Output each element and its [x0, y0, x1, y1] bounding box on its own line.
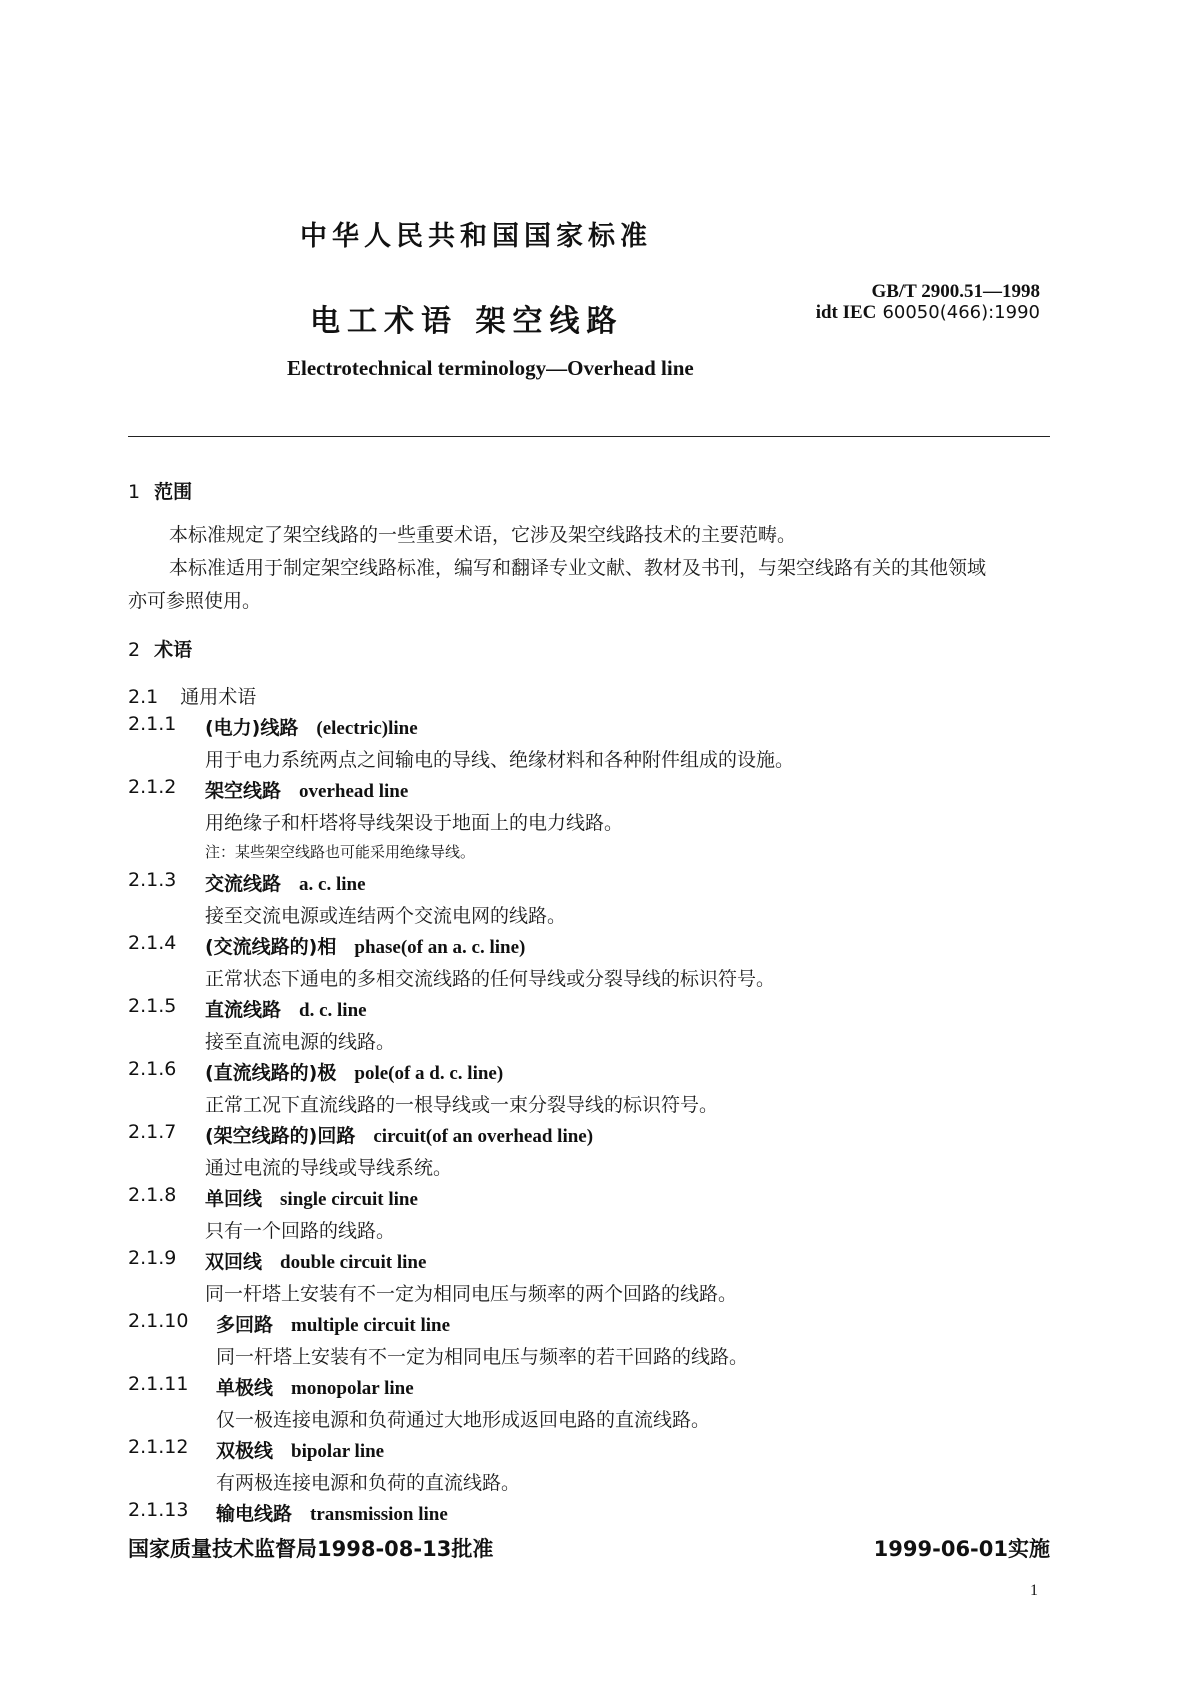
section-2-number: 2 [128, 639, 141, 661]
term-english: monopolar line [291, 1378, 414, 1399]
term-heading [128, 1247, 176, 1269]
equivalence-prefix: idt IEC [815, 302, 877, 323]
term-definition: 用于电力系统两点之间输电的导线、绝缘材料和各种附件组成的设施。 [205, 749, 795, 771]
term-english: double circuit line [280, 1252, 427, 1273]
section-1-number: 1 [128, 481, 141, 503]
term-chinese: 直流线路 [205, 999, 282, 1021]
term-name [216, 1373, 414, 1400]
approval-line: 国家质量技术监督局1998-08-13批准 [128, 1537, 494, 1561]
term-chinese: 输电线路 [216, 1503, 293, 1525]
term-heading [128, 1184, 176, 1206]
term-definition: 同一杆塔上安装有不一定为相同电压与频率的两个回路的线路。 [205, 1283, 738, 1305]
term-number: 2.1.10 [128, 1310, 189, 1332]
term-number: 2.1.6 [128, 1058, 177, 1080]
term-english: bipolar line [291, 1441, 385, 1462]
term-number: 2.1.8 [128, 1184, 177, 1206]
term-english: pole(of a d. c. line) [354, 1063, 504, 1084]
scope-paragraph-2-line-2: 亦可参照使用。 [128, 590, 262, 612]
term-english: multiple circuit line [291, 1315, 451, 1336]
section-2-heading [128, 635, 192, 662]
term-name [216, 1310, 450, 1337]
term-chinese: 双极线 [216, 1440, 274, 1462]
subsection-2-1-heading [128, 682, 256, 709]
term-english: single circuit line [280, 1189, 418, 1210]
term-english: circuit(of an overhead line) [373, 1126, 594, 1147]
header-divider [128, 436, 1050, 437]
term-chinese: 单极线 [216, 1377, 274, 1399]
section-1-title: 范围 [154, 481, 193, 503]
standard-identifier [770, 281, 1040, 323]
standard-number: GB/T 2900.51—1998 [871, 281, 1040, 302]
term-name [205, 869, 366, 896]
term-heading [128, 932, 176, 954]
term-english: overhead line [299, 781, 409, 802]
term-definition: 通过电流的导线或导线系统。 [205, 1157, 453, 1179]
term-number: 2.1.1 [128, 713, 177, 735]
scope-paragraph-1: 本标准规定了架空线路的一些重要术语，它涉及架空线路技术的主要范畴。 [169, 524, 797, 546]
page-number: 1 [1030, 1582, 1038, 1599]
term-number: 2.1.3 [128, 869, 177, 891]
term-definition: 同一杆塔上安装有不一定为相同电压与频率的若干回路的线路。 [216, 1346, 749, 1368]
term-heading [128, 1373, 188, 1395]
term-note: 注：某些架空线路也可能采用绝缘导线。 [205, 843, 476, 861]
term-name [205, 1247, 426, 1274]
section-1-heading [128, 477, 192, 504]
term-definition: 只有一个回路的线路。 [205, 1220, 396, 1242]
document-main-title: 电工术语 架空线路 [310, 304, 624, 339]
term-number: 2.1.4 [128, 932, 177, 954]
term-chinese: (交流线路的)相 [205, 936, 337, 958]
term-number: 2.1.7 [128, 1121, 177, 1143]
term-number: 2.1.13 [128, 1499, 189, 1521]
term-name [205, 1121, 593, 1148]
implementation-date: 1999-06-01实施 [873, 1537, 1050, 1561]
term-chinese: 单回线 [205, 1188, 263, 1210]
term-definition: 接至直流电源的线路。 [205, 1031, 396, 1053]
term-name [205, 713, 418, 740]
term-heading [128, 995, 176, 1017]
term-number: 2.1.11 [128, 1373, 189, 1395]
subsection-2-1-title: 通用术语 [180, 686, 257, 708]
national-standard-title: 中华人民共和国国家标准 [300, 221, 652, 252]
term-name [205, 932, 525, 959]
term-definition: 仅一极连接电源和负荷通过大地形成返回电路的直流线路。 [216, 1409, 711, 1431]
term-definition: 接至交流电源或连结两个交流电网的线路。 [205, 905, 567, 927]
term-chinese: 多回路 [216, 1314, 274, 1336]
term-english: phase(of an a. c. line) [354, 937, 526, 958]
english-title: Electrotechnical terminology—Overhead line [287, 356, 694, 380]
term-english: (electric)line [316, 718, 418, 739]
term-definition: 有两极连接电源和负荷的直流线路。 [216, 1472, 521, 1494]
term-number: 2.1.9 [128, 1247, 177, 1269]
term-chinese: 交流线路 [205, 873, 282, 895]
equivalence-reference: 60050(466):1990 [882, 302, 1040, 323]
term-name [216, 1436, 384, 1463]
term-name [205, 995, 367, 1022]
term-heading [128, 1310, 188, 1332]
section-2-title: 术语 [154, 639, 193, 661]
term-name [216, 1499, 448, 1526]
term-heading [128, 869, 176, 891]
term-chinese: 双回线 [205, 1251, 263, 1273]
term-heading [128, 713, 176, 735]
term-number: 2.1.5 [128, 995, 177, 1017]
term-heading [128, 1499, 188, 1521]
term-chinese: (电力)线路 [205, 717, 299, 739]
term-heading [128, 1058, 176, 1080]
term-name [205, 1058, 503, 1085]
term-chinese: 架空线路 [205, 780, 282, 802]
term-number: 2.1.2 [128, 776, 177, 798]
term-english: a. c. line [299, 874, 366, 895]
term-chinese: (直流线路的)极 [205, 1062, 337, 1084]
term-definition: 正常状态下通电的多相交流线路的任何导线或分裂导线的标识符号。 [205, 968, 776, 990]
term-heading [128, 1121, 176, 1143]
term-heading [128, 776, 176, 798]
term-heading [128, 1436, 188, 1458]
term-english: d. c. line [299, 1000, 367, 1021]
scope-paragraph-2-line-1: 本标准适用于制定架空线路标准，编写和翻译专业文献、教材及书刊，与架空线路有关的其他领域 [169, 557, 987, 579]
subsection-2-1-number: 2.1 [128, 686, 159, 708]
term-name [205, 776, 408, 803]
term-number: 2.1.12 [128, 1436, 189, 1458]
term-chinese: (架空线路的)回路 [205, 1125, 356, 1147]
term-english: transmission line [310, 1504, 448, 1525]
term-definition: 正常工况下直流线路的一根导线或一束分裂导线的标识符号。 [205, 1094, 719, 1116]
term-definition: 用绝缘子和杆塔将导线架设于地面上的电力线路。 [205, 812, 624, 834]
term-name [205, 1184, 418, 1211]
